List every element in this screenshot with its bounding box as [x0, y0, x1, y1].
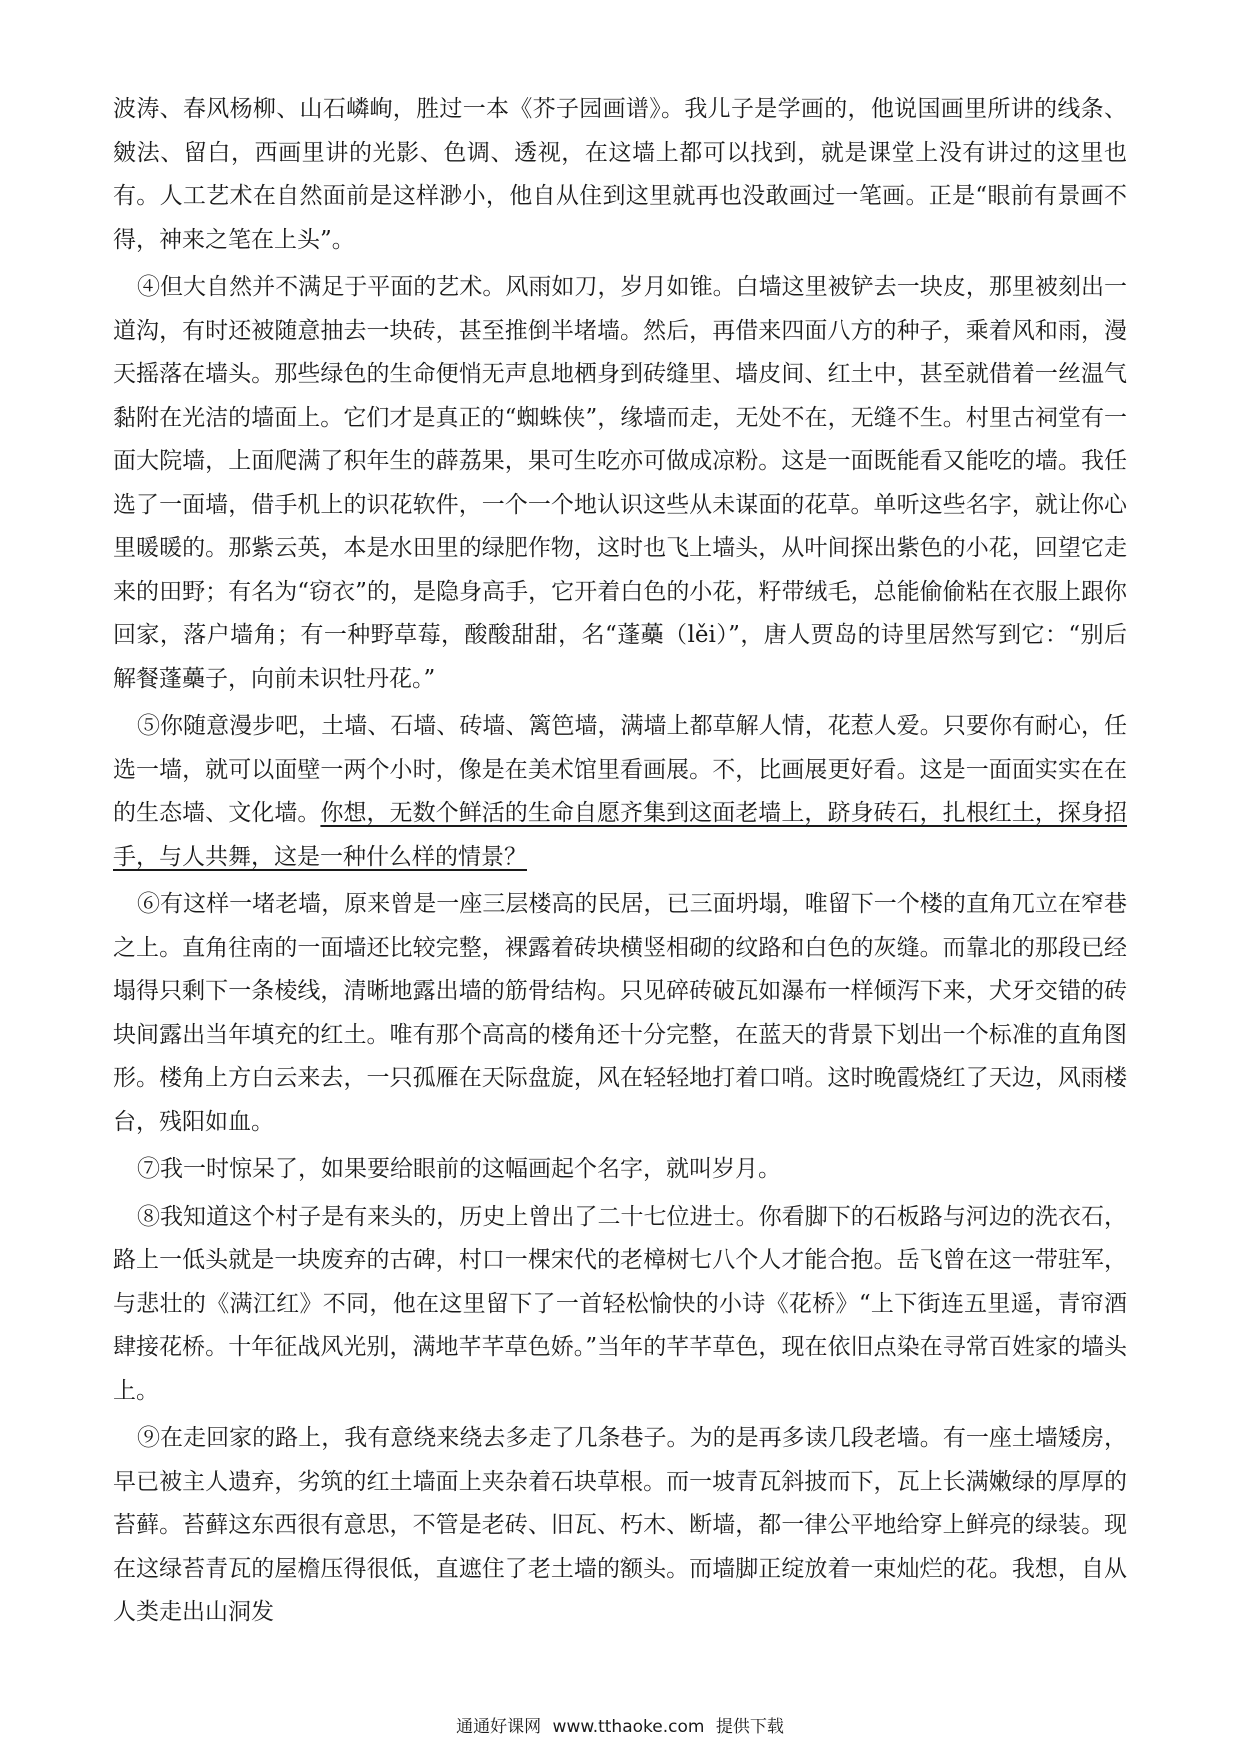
document-body [113, 88, 1127, 1639]
paragraph-5-text: ⑤你随意漫步吧，土墙、石墙、砖墙、篱笆墙，满墙上都草解人情，花惹人爱。只要你有耐心，任选一墙，就可以面壁一两个小时，像是在美术馆里看画展。不，比画展更好看。这是一面面实实在在的生态墙、文化墙。 [113, 713, 1127, 826]
paragraph-8: ⑧我知道这个村子是有来头的，历史上曾出了二十七位进士。你看脚下的石板路与河边的洗衣石，路上一低头就是一块废弃的古碑，村口一棵宋代的老樟树七八个人才能合抱。岳飞曾在这一带驻军，与悲壮的《满江红》不同，他在这里留下了一首轻松愉快的小诗《花桥》“上下街连五里遥，青帘酒肆接花桥。十年征战风光别，满地芊芊草色娇。”当年的芊芊草色，现在依旧点染在寻常百姓家的墙头上。 [113, 1203, 1127, 1404]
paragraph-7: ⑦我一时惊呆了，如果要给眼前的这幅画起个名字，就叫岁月。 [137, 1156, 781, 1182]
paragraph-9: ⑨在走回家的路上，我有意绕来绕去多走了几条巷子。为的是再多读几段老墙。有一座土墙矮房，早已被主人遗弃，劣筑的红土墙面上夹杂着石块草根。而一坡青瓦斜披而下，瓦上长满嫩绿的厚厚的苔藓。苔藓这东西很有意思，不管是老砖、旧瓦、朽木、断墙，都一律公平地给穿上鲜亮的绿装。现在这绿苔青瓦的屋檐压得很低，直遮住了老土墙的额头。而墙脚正绽放着一束灿烂的花。我想，自从人类走出山洞发 [113, 1425, 1127, 1625]
paragraph-3-continued: 波涛、春风杨柳、山石嶙峋，胜过一本《芥子园画谱》。我儿子是学画的，他说国画里所讲的线条、皴法、留白，西画里讲的光影、色调、透视，在这墙上都可以找到，就是课堂上没有讲过的这里也有。人工艺术在自然面前是这样渺小，他自从住到这里就再也没敢画过一笔画。正是“眼前有景画不得，神来之笔在上头”。 [113, 96, 1127, 253]
paragraph-6: ⑥有这样一堵老墙，原来曾是一座三层楼高的民居，已三面坍塌，唯留下一个楼的直角兀立在窄巷之上。直角往南的一面墙还比较完整，裸露着砖块横竖相砌的纹路和白色的灰缝。而靠北的那段已经塌得只剩下一条棱线，清晰地露出墙的筋骨结构。只见碎砖破瓦如瀑布一样倾泻下来，犬牙交错的砖块间露出当年填充的红土。唯有那个高高的楼角还十分完整，在蓝天的背景下划出一个标准的直角图形。楼角上方白云来去，一只孤雁在天际盘旋，风在轻轻地打着口哨。这时晚霞烧红了天边，风雨楼台，残阳如血。 [113, 891, 1127, 1135]
paragraph-4: ④但大自然并不满足于平面的艺术。风雨如刀，岁月如锥。白墙这里被铲去一块皮，那里被刻出一道沟，有时还被随意抽去一块砖，甚至推倒半堵墙。然后，再借来四面八方的种子，乘着风和雨，漫天摇落在墙头。那些绿色的生命便悄无声息地栖身到砖缝里、墙皮间、红土中，甚至就借着一丝温气黏附在光洁的墙面上。它们才是真正的“蜘蛛侠”，缘墙而走，无处不在，无缝不生。村里古祠堂有一面大院墙，上面爬满了积年生的薜荔果，果可生吃亦可做成凉粉。这是一面既能看又能吃的墙。我任选了一面墙，借手机上的识花软件，一个一个地认识这些从未谋面的花草。单听这些名字，就让你心里暖暖的。那紫云英，本是水田里的绿肥作物，这时也飞上墙头，从叶间探出紫色的小花，回望它走来的田野；有名为“窃衣”的，是隐身高手，它开着白色的小花，籽带绒毛，总能偷偷粘在衣服上跟你回家，落户墙角；有一种野草莓，酸酸甜甜，名“蓬蘽（lěi）”，唐人贾岛的诗里居然写到它：“别后解餐蓬蘽子，向前未识牡丹花。” [113, 274, 1127, 692]
paragraph-5 [113, 705, 1127, 879]
footer-site-name: 通通好课网 [456, 1717, 542, 1737]
footer-suffix: 提供下载 [715, 1717, 784, 1737]
paragraph-5-underlined-text: 你想，无数个鲜活的生命自愿齐集到这面老墙上，跻身砖石，扎根红土，探身招手，与人共舞，这是一种什么样的情景？ [113, 800, 1128, 870]
footer-url[interactable]: www.tthaoke.com [552, 1717, 705, 1737]
page-footer [0, 1712, 1240, 1737]
